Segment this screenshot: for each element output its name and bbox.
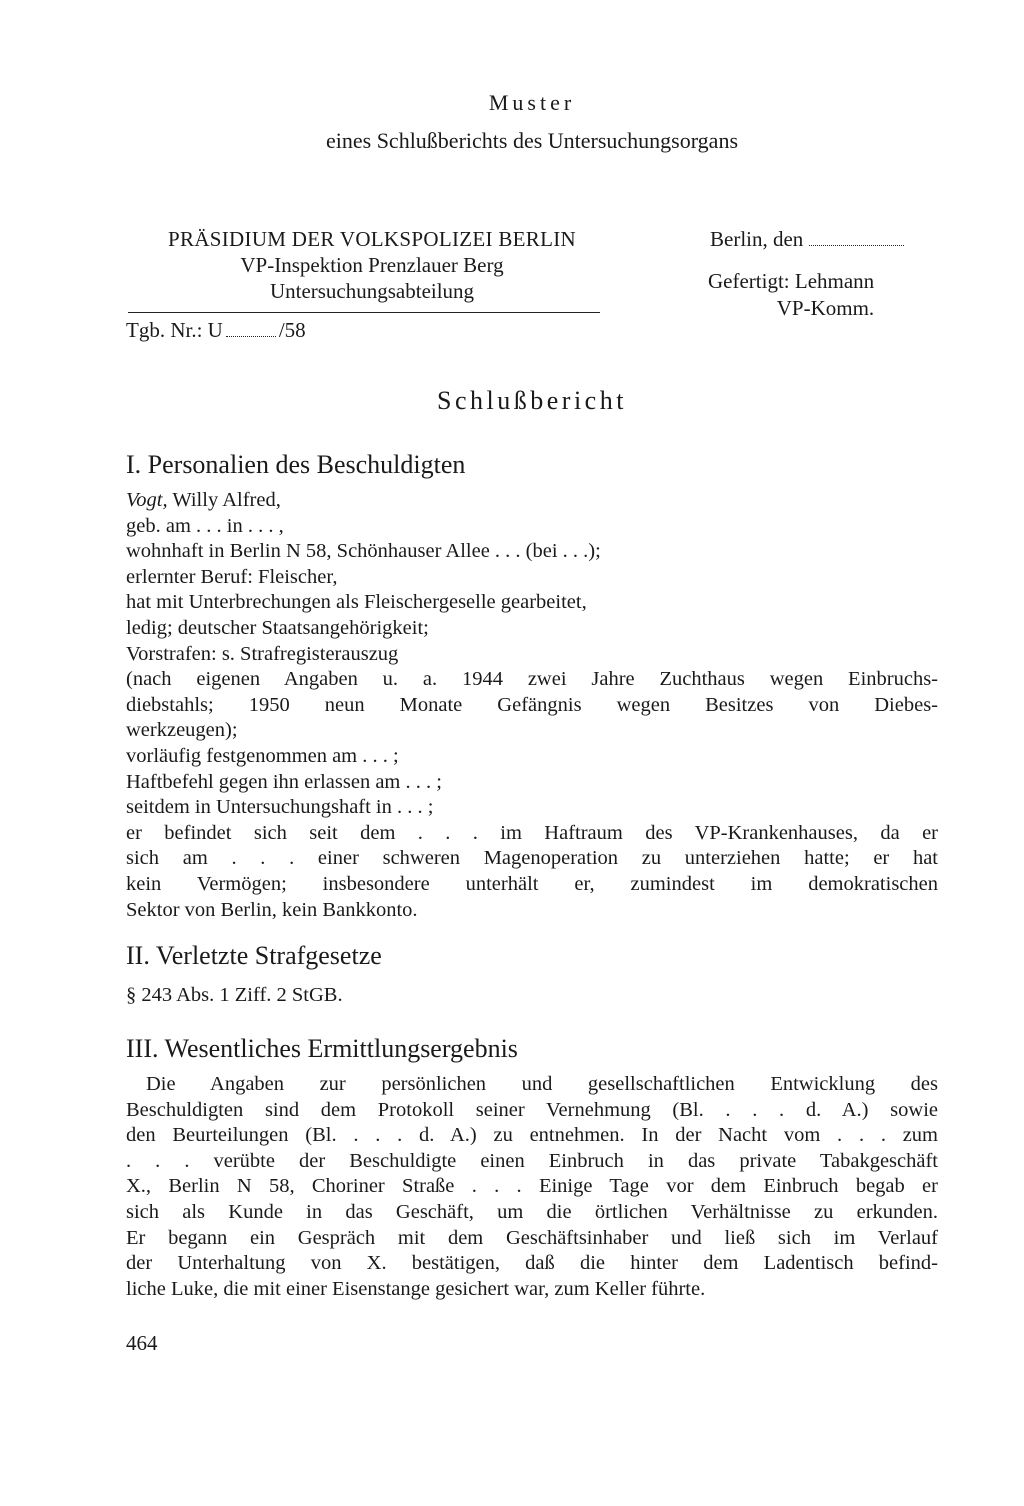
personal-line: Vorstrafen: s. Strafregisterauszug	[126, 642, 399, 665]
authority-name: PRÄSIDIUM DER VOLKSPOLIZEI BERLIN	[168, 227, 576, 251]
prior-convictions-line: (nach eigenen Angaben u. a. 1944 zwei Jahre Zuchthaus wegen Einbruchs-	[126, 668, 938, 691]
findings-line: Die Angaben zur persönlichen und gesellschaftlichen Entwicklung des	[146, 1073, 938, 1095]
journal-number	[126, 318, 306, 343]
personal-line: ledig; deutscher Staatsangehörigkeit;	[126, 616, 429, 639]
prepared-by: Gefertigt: Lehmann	[708, 269, 875, 293]
prepared-by-block	[708, 268, 874, 322]
place-date-label: Berlin, den	[710, 227, 804, 251]
personal-line: werkzeugen);	[126, 719, 238, 742]
page-number: 464	[126, 1331, 158, 1355]
section-3-body	[126, 1072, 938, 1302]
section-1-heading: I. Personalien des Beschuldigten	[126, 450, 466, 479]
personal-line: wohnhaft in Berlin N 58, Schönhauser Allee . . . (bei . . .);	[126, 540, 601, 563]
findings-line: den Beurteilungen (Bl. . . . d. A.) zu entnehmen. In der Nacht vom . . . zum	[126, 1124, 938, 1147]
section-2-heading: II. Verletzte Strafgesetze	[126, 941, 382, 970]
section-2-body	[126, 983, 938, 1009]
personal-line: seitdem in Untersuchungshaft in . . . ;	[126, 796, 434, 819]
detention-line-last: Sektor von Berlin, kein Bankkonto.	[126, 898, 418, 921]
findings-line: sich als Kunde in das Geschäft, um die örtlichen Verhältnisse zu erkunden.	[126, 1200, 938, 1223]
personal-line: hat mit Unterbrechungen als Fleischergeselle gearbeitet,	[126, 591, 587, 614]
department-name: Untersuchungsabteilung	[269, 279, 475, 303]
personal-line: vorläufig festgenommen am . . . ;	[126, 744, 399, 767]
accused-name-line	[126, 488, 938, 514]
findings-line: X., Berlin N 58, Choriner Straße . . . Einige Tage vor dem Einbruch begab er	[126, 1175, 938, 1198]
journal-number-blank	[226, 326, 276, 337]
findings-line: Er begann ein Gespräch mit dem Geschäftsinhaber und ließ sich im Verlauf	[126, 1226, 938, 1249]
personal-line: geb. am . . . in . . . ,	[126, 514, 284, 537]
personal-line: erlernter Beruf: Fleischer,	[126, 565, 338, 588]
section-1-body	[126, 488, 938, 923]
journal-number-suffix: /58	[278, 318, 306, 342]
findings-line: Beschuldigten sind dem Protokoll seiner Vernehmung (Bl. . . . d. A.) sowie	[126, 1098, 938, 1121]
violated-statute: § 243 Abs. 1 Ziff. 2 StGB.	[126, 984, 343, 1006]
findings-line: der Unterhaltung von X. bestätigen, daß die hinter dem Ladentisch befind-	[126, 1252, 938, 1275]
muster-subtitle: eines Schlußberichts des Untersuchungsorgans	[325, 128, 739, 153]
personal-line: Haftbefehl gegen ihn erlassen am . . . ;	[126, 770, 442, 793]
letterhead-rule	[128, 312, 600, 313]
journal-number-prefix: Tgb. Nr.: U	[126, 318, 223, 342]
findings-line: . . . verübte der Beschuldigte einen Einbruch in das private Tabakgeschäft	[126, 1149, 938, 1172]
officer-rank: VP-Komm.	[776, 296, 875, 320]
date-blank	[809, 231, 904, 246]
document-title: Schlußbericht	[437, 386, 627, 415]
letterhead-block	[126, 226, 618, 304]
detention-line: er befindet sich seit dem . . . im Haftraum des VP-Krankenhauses, da er	[126, 821, 938, 844]
accused-surname: Vogt,	[126, 489, 168, 511]
findings-line-last: liche Luke, die mit einer Eisenstange gesichert war, zum Keller führte.	[126, 1277, 706, 1300]
detention-line: sich am . . . einer schweren Magenoperation zu unterziehen hatte; er hat	[126, 847, 938, 870]
place-date-line	[710, 227, 904, 252]
prior-convictions-line: diebstahls; 1950 neun Monate Gefängnis wegen Besitzes von Diebes-	[126, 693, 938, 716]
inspection-name: VP-Inspektion Prenzlauer Berg	[240, 253, 504, 277]
accused-given-names: Willy Alfred,	[167, 489, 281, 511]
detention-line: kein Vermögen; insbesondere unterhält er, zumindest im demokratischen	[126, 872, 938, 895]
section-3-heading: III. Wesentliches Ermittlungsergebnis	[126, 1034, 518, 1063]
muster-heading: Muster	[488, 90, 576, 115]
